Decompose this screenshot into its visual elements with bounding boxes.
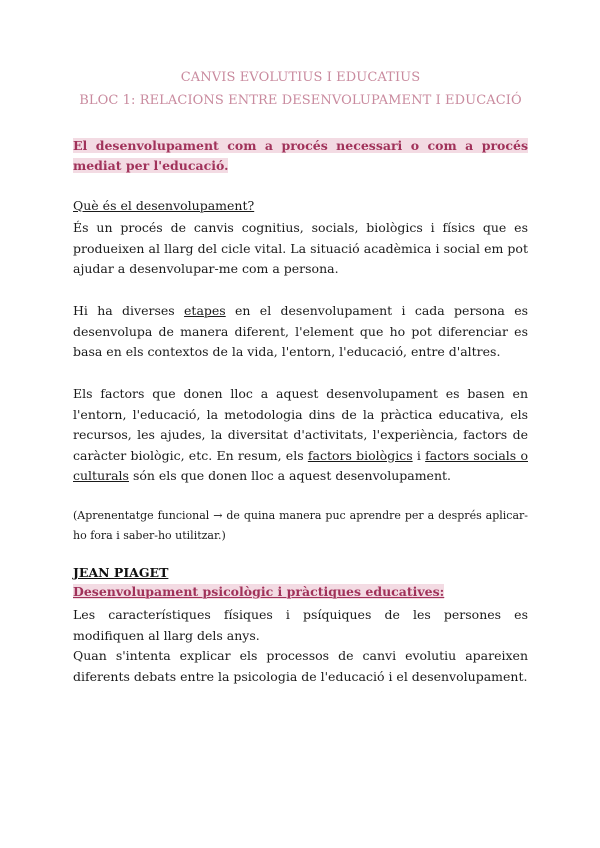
paragraph-definition: És un procés de canvis cognitius, socials, biològics i físics que es produeixen al llarg del cicle vital. La situació acadèmica i social em pot ajudar a desenvolupar-me com a persona. xyxy=(73,220,528,276)
paragraph-piaget-line1: Les característiques físiques i psíquiques de les persones es modifiquen al llarg dels anys. xyxy=(73,607,528,643)
underlined-term-etapes: etapes xyxy=(184,303,226,318)
underlined-term-factors-biologics: factors biològics xyxy=(307,447,413,463)
paragraph-factors-start: Els factors que donen lloc a aquest desenvolupament es basen en l'entorn, l'educació, la metodologia dins de la pràctica educativa, els recursos, les ajudes, la diversitat d'activitats, l'experiència, factors de caràcter biològic, etc. En resum, els xyxy=(73,386,528,463)
question-heading: Què és el desenvolupament? xyxy=(73,198,255,213)
paragraph-factors xyxy=(73,384,528,487)
author-heading: JEAN PIAGET xyxy=(73,565,169,580)
paragraph-factors-end: són els que donen lloc a aquest desenvolupament. xyxy=(128,468,451,483)
section-heading-psicologic: Desenvolupament psicològic i pràctiques educatives: xyxy=(73,584,445,599)
paragraph-piaget xyxy=(73,605,528,687)
paragraph-etapes xyxy=(73,301,528,363)
document-title: CANVIS EVOLUTIUS I EDUCATIUS xyxy=(180,70,421,85)
paragraph-etapes-start: Hi ha diverses xyxy=(73,303,185,318)
paragraph-piaget-line2: Quan s'intenta explicar els processos de canvi evolutiu apareixen diferents debats entre la psicologia de l'educació i el desenvolupament. xyxy=(73,648,528,684)
note-aprenentatge-funcional: (Aprenentatge funcional → de quina manera puc aprendre per a després aplicar-ho fora i saber-ho utilitzar.) xyxy=(73,509,528,542)
underlined-term-factors-socials: factors socials o culturals xyxy=(73,447,528,483)
section-heading-text: El desenvolupament com a procés necessari o com a procés mediat per l'educació. xyxy=(73,138,528,173)
paragraph-etapes-end: en el desenvolupament i cada persona es desenvolupa de manera diferent, l'element que ho pot diferenciar es basa en els contextos de la vida, l'entorn, l'educació, entre d'altres. xyxy=(73,303,529,359)
document-subtitle: BLOC 1: RELACIONS ENTRE DESENVOLUPAMENT I EDUCACIÓ xyxy=(79,93,522,108)
paragraph-factors-mid: i xyxy=(412,447,426,463)
section-heading-desenvolupament xyxy=(73,136,528,176)
